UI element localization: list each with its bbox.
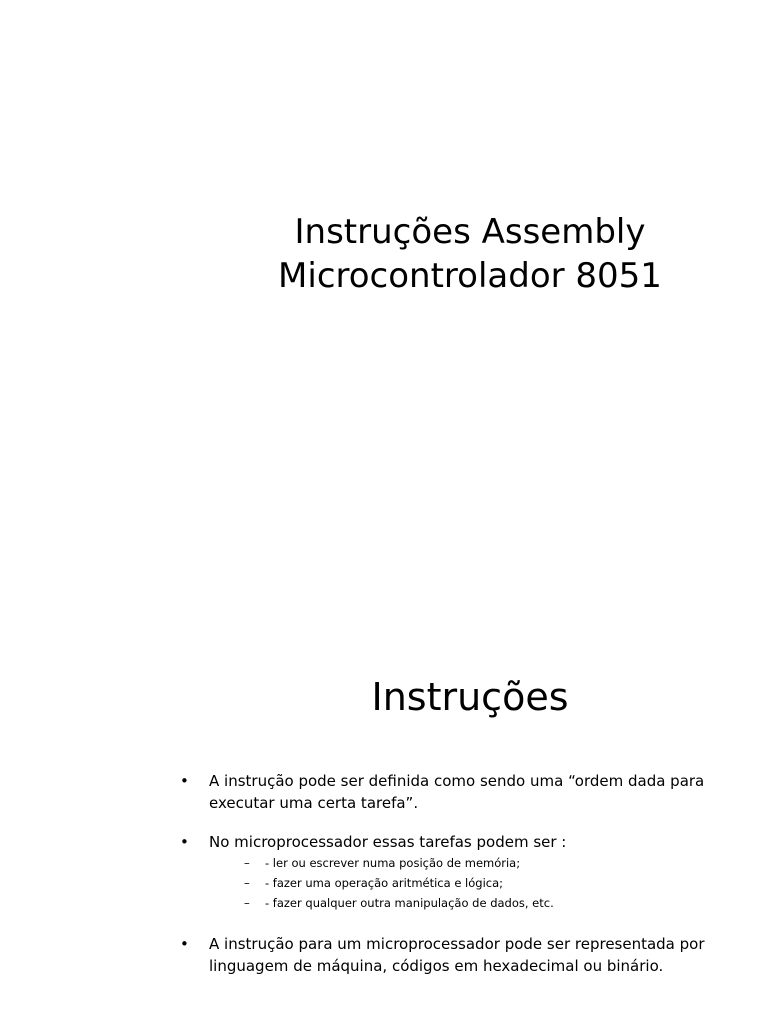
bullet-item: [180, 770, 720, 814]
sub-list: [209, 853, 720, 913]
title-line: Microcontrolador 8051: [278, 256, 662, 296]
sub-item-text: - ler ou escrever numa posição de memória;: [265, 856, 521, 870]
bullet-icon: •: [180, 772, 189, 790]
bullet-icon: •: [180, 935, 189, 953]
bullet-list: [180, 770, 720, 977]
dash-icon: –: [244, 876, 250, 890]
sub-item: [209, 873, 720, 893]
dash-icon: –: [244, 896, 250, 910]
sub-item: [209, 853, 720, 873]
bullet-icon: •: [180, 833, 189, 851]
spacer: [180, 814, 720, 831]
slide-title: Instruções: [371, 675, 569, 719]
bullet-item: [180, 831, 720, 913]
sub-item-text: - fazer qualquer outra manipulação de dados, etc.: [265, 896, 554, 910]
sub-item: [209, 893, 720, 913]
bullet-text: A instrução pode ser definida como sendo uma “ordem dada para: [209, 772, 705, 790]
dash-icon: –: [244, 856, 250, 870]
slide-title: [190, 210, 750, 298]
bullet-text: linguagem de máquina, códigos em hexadecimal ou binário.: [209, 957, 664, 975]
bullet-text: executar uma certa tarefa”.: [209, 794, 419, 812]
title-line: Instruções Assembly: [294, 212, 646, 252]
slide-2: [0, 512, 768, 1024]
spacer: [180, 913, 720, 933]
bullet-text: No microprocessador essas tarefas podem ser :: [209, 833, 567, 851]
bullet-text: A instrução para um microprocessador pode ser representada por: [209, 935, 705, 953]
bullet-item: [180, 933, 720, 977]
sub-item-text: - fazer uma operação aritmética e lógica;: [265, 876, 504, 890]
